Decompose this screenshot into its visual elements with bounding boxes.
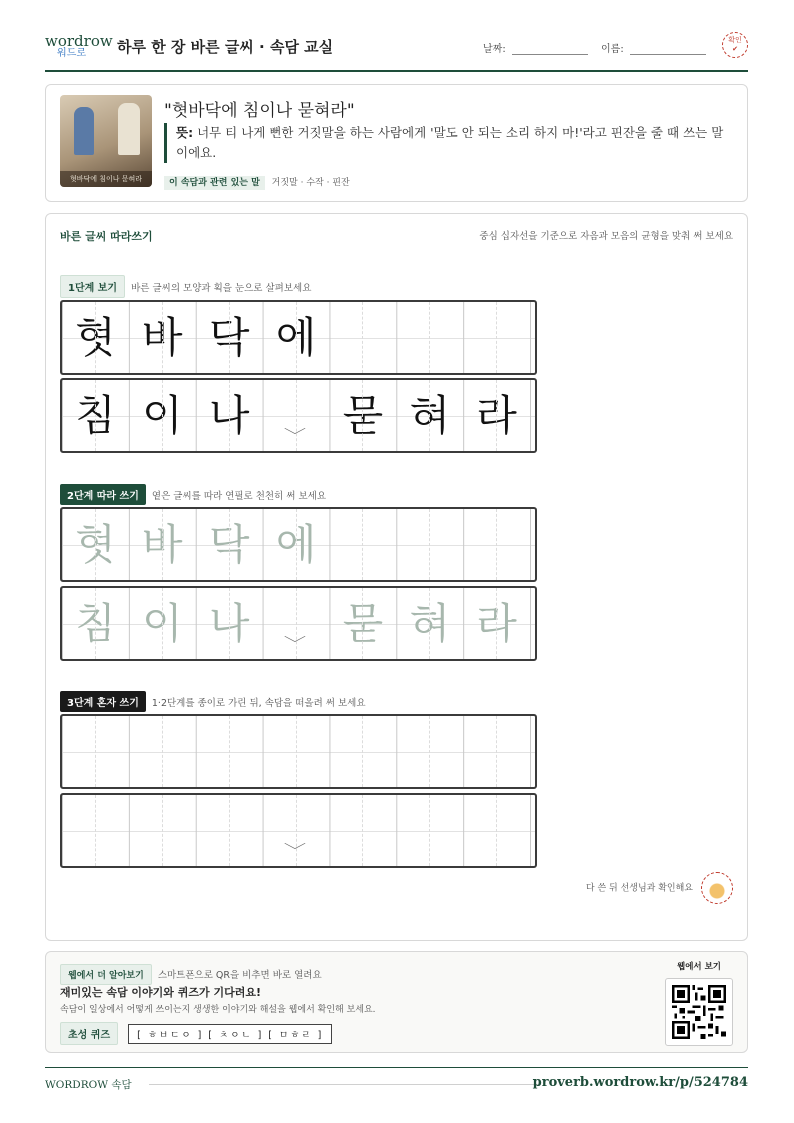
trace-grid-row-2[interactable] xyxy=(60,586,537,661)
proverb-title: "혓바닥에 침이나 묻혀라" xyxy=(164,101,355,121)
worksheet-title: 하루 한 장 바른 글씨 · 속담 교실 xyxy=(117,38,334,56)
teacher-confirm xyxy=(586,872,733,904)
practice-title: 바른 글씨 따라쓰기 xyxy=(60,230,153,243)
date-field[interactable] xyxy=(483,40,588,55)
confirm-text: 다 쓴 뒤 선생님과 확인해요 xyxy=(585,883,693,894)
wordrow-logo xyxy=(45,33,113,59)
quiz-label: 초성 퀴즈 xyxy=(60,1022,118,1045)
grid-cell[interactable] xyxy=(62,795,129,866)
model-grid-row-2 xyxy=(60,378,537,453)
grid-cell[interactable] xyxy=(329,509,396,580)
grid-cell: 에 xyxy=(263,302,330,373)
qr-block[interactable] xyxy=(665,960,733,1046)
chevron-down-icon: ﹀ xyxy=(283,636,307,652)
grid-cell: 나 xyxy=(196,380,263,451)
meaning-label: 뜻: xyxy=(176,125,194,140)
grid-cell[interactable]: 묻 xyxy=(329,588,396,659)
grid-cell[interactable] xyxy=(329,716,396,787)
figure-woman xyxy=(118,103,140,155)
grid-cell xyxy=(329,302,396,373)
grid-cell[interactable]: 에 xyxy=(263,509,330,580)
teacher-seal-icon xyxy=(701,872,733,904)
grid-cell[interactable] xyxy=(463,795,530,866)
grid-cell: 혀 xyxy=(396,380,463,451)
related-tags xyxy=(164,175,350,188)
grid-cell: 라 xyxy=(463,380,530,451)
grid-cell[interactable] xyxy=(196,795,263,866)
grid-cell[interactable] xyxy=(396,716,463,787)
grid-cell[interactable] xyxy=(129,716,196,787)
step-3-badge: 3단계 혼자 쓰기 xyxy=(60,691,146,712)
grid-cell xyxy=(463,302,530,373)
grid-cell[interactable] xyxy=(463,716,530,787)
meaning-text: 너무 티 나게 뻔한 거짓말을 하는 사람에게 '말도 안 되는 소리 하지 마!'라고 핀잔을 줄 때 쓰는 말이에요. xyxy=(176,125,724,160)
grid-cell[interactable] xyxy=(329,795,396,866)
name-field[interactable] xyxy=(601,40,706,55)
web-more-desc: 속담이 일상에서 어떻게 쓰이는지 생생한 이야기와 해설을 웹에서 확인해 보세요. xyxy=(60,1005,376,1015)
grid-cell: 침 xyxy=(62,380,129,451)
grid-cell[interactable]: 혀 xyxy=(396,588,463,659)
footer-brand: WORDROW 속담 xyxy=(45,1079,132,1091)
web-more-headline: 재미있는 속담 이야기와 퀴즈가 기다려요! xyxy=(60,986,261,999)
step-3-header xyxy=(60,691,366,712)
logo-subtext: 워드로 xyxy=(57,48,86,59)
grid-cell[interactable]: 침 xyxy=(62,588,129,659)
check-stamp-text: 확인 xyxy=(728,36,742,44)
blank-grid-row-2[interactable] xyxy=(60,793,537,868)
grid-cell: 닥 xyxy=(196,302,263,373)
date-line[interactable] xyxy=(512,45,588,55)
step-3-desc: 1·2단계를 종이로 가린 뒤, 속담을 떠올려 써 보세요 xyxy=(151,698,366,709)
chevron-down-icon: ﹀ xyxy=(283,428,307,444)
proverb-illustration xyxy=(60,95,152,187)
step-2-desc: 옅은 글씨를 따라 연필로 천천히 써 보세요 xyxy=(151,491,327,502)
step-1-badge: 1단계 보기 xyxy=(60,275,125,298)
grid-cell: 바 xyxy=(129,302,196,373)
web-more-badge: 웹에서 더 알아보기 xyxy=(60,964,152,985)
practice-note: 중심 십자선을 기준으로 자음과 모음의 균형을 맞춰 써 보세요 xyxy=(479,231,733,242)
grid-cell: 이 xyxy=(129,380,196,451)
qr-label: 웹에서 보기 xyxy=(676,962,721,972)
grid-cell[interactable]: 라 xyxy=(463,588,530,659)
web-more-label xyxy=(60,964,322,985)
date-label: 날짜: xyxy=(483,44,506,55)
qr-code-icon[interactable] xyxy=(665,978,733,1046)
chevron-down-icon: ﹀ xyxy=(283,843,307,859)
related-label: 이 속담과 관련 있는 말 xyxy=(164,176,265,190)
worksheet-footer xyxy=(45,1067,748,1097)
grid-cell[interactable] xyxy=(196,716,263,787)
grid-cell[interactable] xyxy=(463,509,530,580)
grid-cell xyxy=(396,302,463,373)
illustration-caption: 혓바닥에 침이나 묻혀라 xyxy=(60,171,152,187)
initial-quiz xyxy=(60,1022,332,1045)
grid-cell[interactable]: 닥 xyxy=(196,509,263,580)
blank-grid-row-1[interactable] xyxy=(60,714,537,789)
related-words: 거짓말 · 수작 · 핀잔 xyxy=(271,178,350,188)
footer-divider xyxy=(149,1084,541,1085)
name-label: 이름: xyxy=(601,44,624,55)
qr-hint: 스마트폰으로 QR을 비추면 바로 열려요 xyxy=(157,970,322,981)
grid-cell[interactable]: 이 xyxy=(129,588,196,659)
grid-cell[interactable] xyxy=(263,716,330,787)
check-stamp-icon: 확인 ✔ xyxy=(722,32,748,58)
web-more-card xyxy=(45,951,748,1053)
proverb-meaning xyxy=(164,123,734,163)
grid-cell: 묻 xyxy=(329,380,396,451)
grid-cell[interactable]: 나 xyxy=(196,588,263,659)
grid-cell[interactable] xyxy=(396,795,463,866)
model-grid-row-1 xyxy=(60,300,537,375)
step-1-desc: 바른 글씨의 모양과 획을 눈으로 살펴보세요 xyxy=(131,283,312,294)
quiz-box: [ ㅎㅂㄷㅇ ] [ ㅊㅇㄴ ] [ ㅁㅎㄹ ] xyxy=(128,1024,332,1044)
trace-grid-row-1[interactable] xyxy=(60,507,537,582)
name-line[interactable] xyxy=(630,45,706,55)
footer-url[interactable]: proverb.wordrow.kr/p/524784 xyxy=(532,1075,748,1090)
step-2-badge: 2단계 따라 쓰기 xyxy=(60,484,146,505)
worksheet-header xyxy=(45,28,748,72)
grid-cell[interactable] xyxy=(62,716,129,787)
grid-cell: 혓 xyxy=(62,302,129,373)
grid-cell[interactable]: 혓 xyxy=(62,509,129,580)
grid-cell[interactable]: 바 xyxy=(129,509,196,580)
grid-cell[interactable] xyxy=(396,509,463,580)
step-2-header xyxy=(60,484,326,505)
proverb-card xyxy=(45,84,748,202)
step-1-header xyxy=(60,275,311,298)
grid-cell[interactable] xyxy=(129,795,196,866)
figure-man xyxy=(74,107,94,155)
practice-section xyxy=(45,213,748,941)
logo-text: wordrow xyxy=(45,32,113,50)
